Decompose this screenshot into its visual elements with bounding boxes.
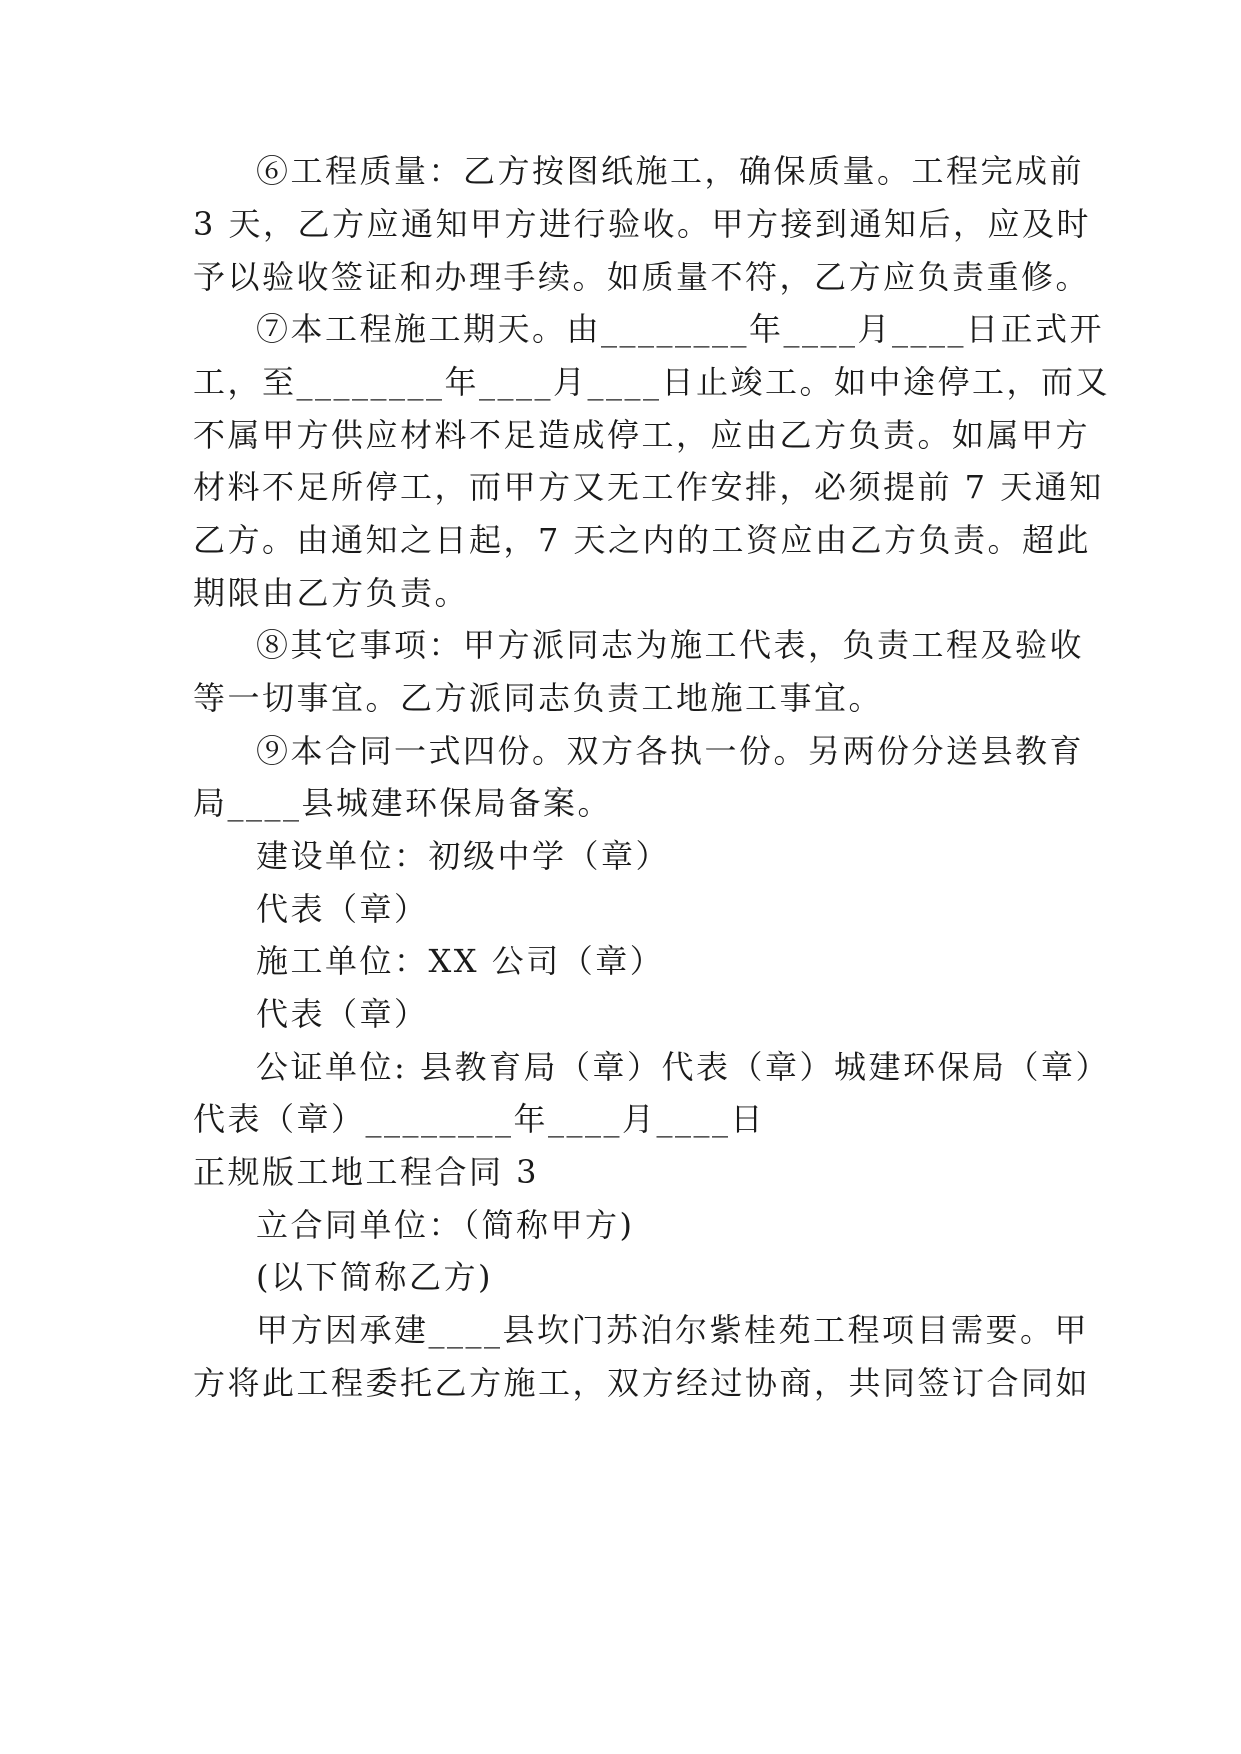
party-a-line: 立合同单位：（简称甲方) <box>256 1206 635 1244</box>
clause-8-line-2: 等一切事宜。乙方派同志负责工地施工事宜。 <box>193 679 884 717</box>
clause-7-line-6: 期限由乙方负责。 <box>193 574 470 612</box>
clause-7-line-4: 材料不足所停工，而甲方又无工作安排，必须提前 7 天通知 <box>193 468 1104 506</box>
clause-9-line-2: 局____县城建环保局备案。 <box>193 784 613 822</box>
section-heading: 正规版工地工程合同 3 <box>193 1153 540 1191</box>
signature-builder-unit: 建设单位：初级中学（章） <box>256 837 671 875</box>
signature-notary-unit: 公证单位: 县教育局（章）代表（章）城建环保局（章） <box>256 1048 1110 1086</box>
preamble-line-2: 方将此工程委托乙方施工，双方经过协商，共同签订合同如 <box>193 1364 1091 1402</box>
clause-7-line-3: 不属甲方供应材料不足造成停工，应由乙方负责。如属甲方 <box>193 416 1091 454</box>
clause-7-line-2: 工，至________年____月____日止竣工。如中途停工，而又 <box>193 363 1111 401</box>
signature-notary-date: 代表（章）________年____月____日 <box>193 1100 766 1138</box>
signature-contractor-representative: 代表（章） <box>256 995 429 1033</box>
clause-6-line-3: 予以验收签证和办理手续。如质量不符，乙方应负责重修。 <box>193 258 1091 296</box>
clause-7-line-1: ⑦本工程施工期天。由________年____月____日正式开 <box>256 310 1105 348</box>
clause-9-line-1: ⑨本合同一式四份。双方各执一份。另两份分送县教育 <box>256 732 1085 770</box>
clause-6-line-1: ⑥工程质量：乙方按图纸施工，确保质量。工程完成前 <box>256 152 1085 190</box>
party-b-line: (以下简称乙方) <box>256 1258 493 1296</box>
clause-6-line-2: 3 天，乙方应通知甲方进行验收。甲方接到通知后，应及时 <box>193 205 1092 243</box>
signature-contractor-unit: 施工单位：XX 公司（章） <box>256 942 665 980</box>
preamble-line-1: 甲方因承建____县坎门苏泊尔紫桂苑工程项目需要。甲 <box>256 1311 1090 1349</box>
clause-8-line-1: ⑧其它事项：甲方派同志为施工代表，负责工程及验收 <box>256 626 1085 664</box>
signature-builder-representative: 代表（章） <box>256 890 429 928</box>
clause-7-line-5: 乙方。由通知之日起，7 天之内的工资应由乙方负责。超此 <box>193 521 1092 559</box>
